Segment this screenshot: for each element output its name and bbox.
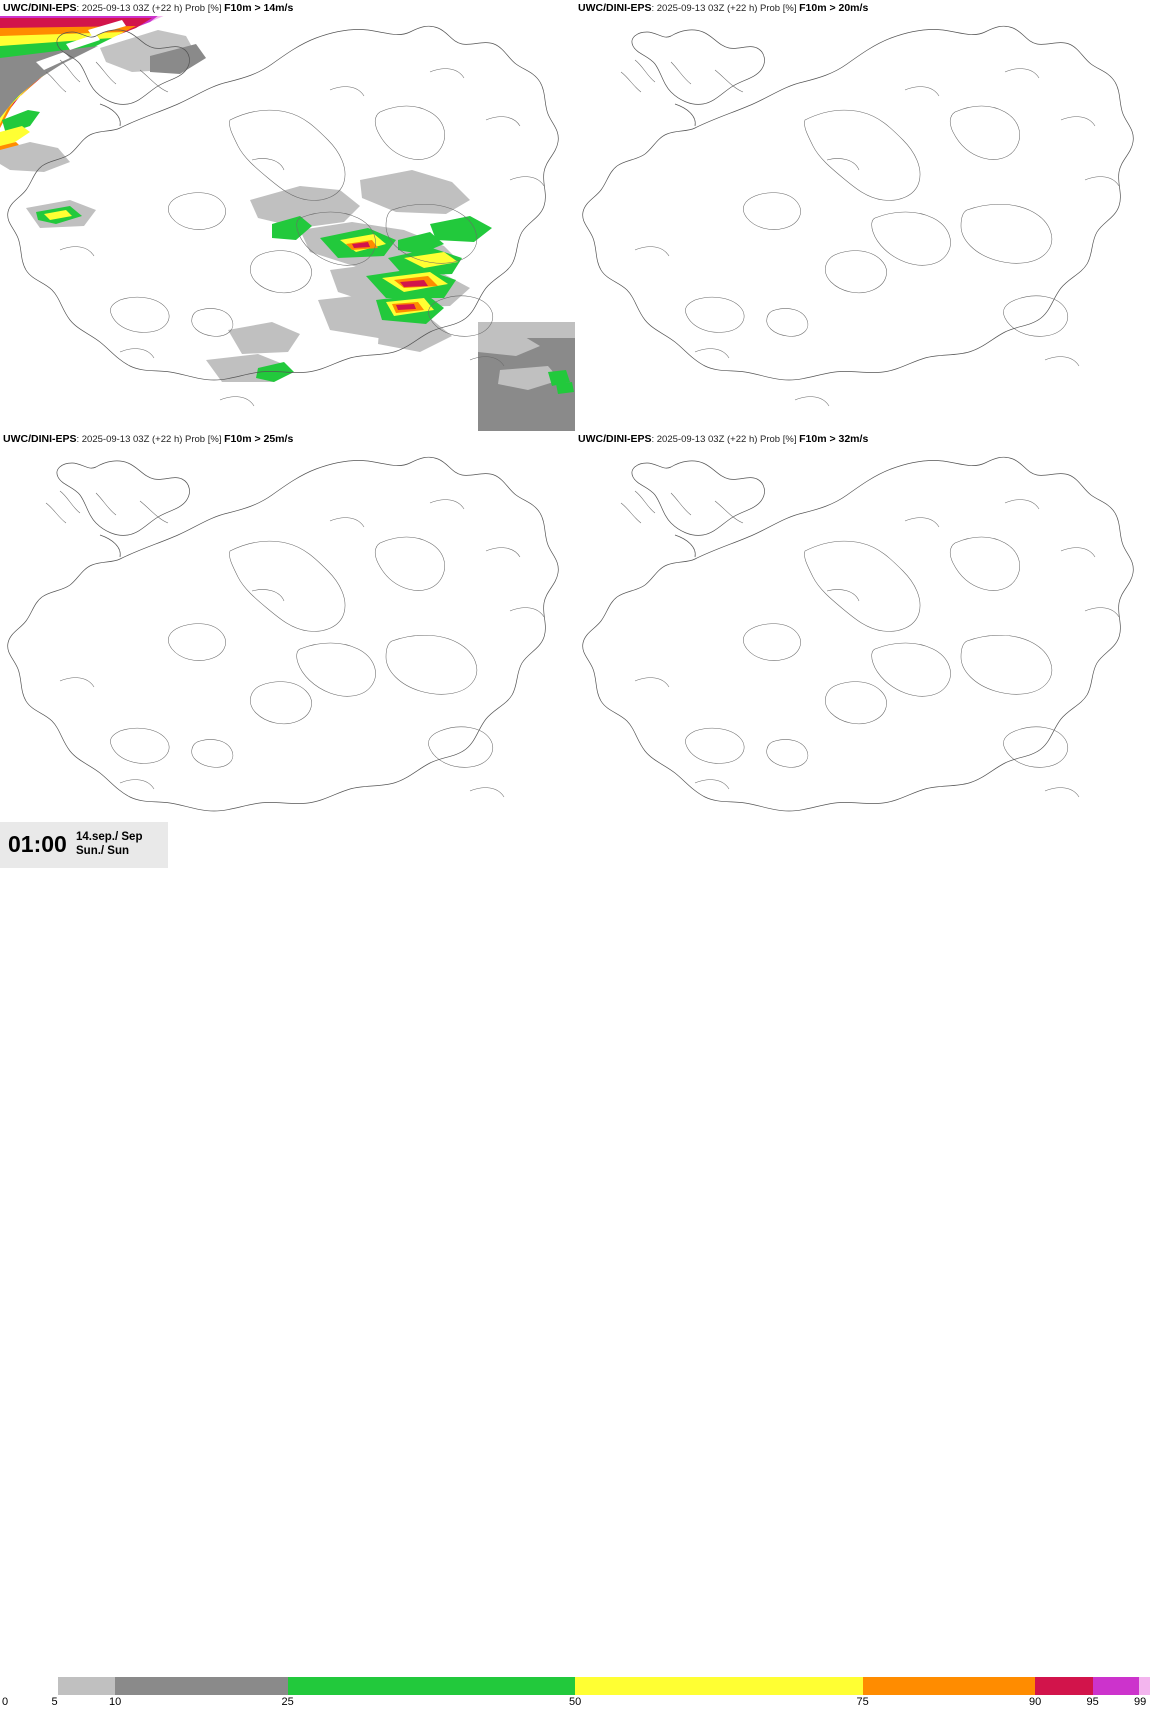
panel-model-label: UWC/DINI-EPS: [3, 433, 77, 445]
colorbar-tick-90: 90: [1029, 1696, 1041, 1708]
panel-f10m-25[interactable]: [0, 431, 575, 862]
colorbar-tick-50: 50: [569, 1696, 581, 1708]
panel-model-label: UWC/DINI-EPS: [578, 433, 652, 445]
colorbar-bin-10-25: [115, 1677, 288, 1695]
valid-time: 01:00: [8, 831, 67, 858]
panel-run-label: : 2025-09-13 03Z (+22 h) Prob [%]: [652, 434, 800, 445]
colorbar-tick-95: 95: [1087, 1696, 1099, 1708]
map-canvas: [575, 0, 1150, 431]
panel-title: [0, 0, 296, 16]
panel-run-label: : 2025-09-13 03Z (+22 h) Prob [%]: [77, 3, 225, 14]
colorbar-bin-95-99: [1093, 1677, 1139, 1695]
panel-variable-label: F10m > 32m/s: [799, 433, 868, 445]
colorbar-bin-99-100: [1139, 1677, 1150, 1695]
panel-variable-label: F10m > 25m/s: [224, 433, 293, 445]
colorbar-bin-50-75: [575, 1677, 863, 1695]
colorbar-ticks: [0, 1696, 1150, 1712]
panel-model-label: UWC/DINI-EPS: [578, 2, 652, 14]
prob-field-se-block: [478, 322, 575, 431]
panel-f10m-14[interactable]: [0, 0, 575, 431]
colorbar-tick-75: 75: [857, 1696, 869, 1708]
colorbar-bin-75-90: [863, 1677, 1036, 1695]
colorbar-bin-0-5: [0, 1677, 58, 1695]
panel-variable-label: F10m > 14m/s: [224, 2, 293, 14]
colorbar-tick-0: 0: [2, 1696, 8, 1708]
panel-title: [575, 0, 871, 16]
valid-date-line2: Sun./ Sun: [76, 844, 142, 858]
colorbar-bin-25-50: [288, 1677, 576, 1695]
colorbar: [0, 1677, 1150, 1695]
map-canvas: [575, 431, 1150, 862]
panel-run-label: : 2025-09-13 03Z (+22 h) Prob [%]: [77, 434, 225, 445]
colorbar-tick-10: 10: [109, 1696, 121, 1708]
valid-date: [76, 830, 142, 858]
panel-model-label: UWC/DINI-EPS: [3, 2, 77, 14]
valid-date-line1: 14.sep./ Sep: [76, 830, 142, 844]
footer: [0, 822, 1150, 891]
panel-variable-label: F10m > 20m/s: [799, 2, 868, 14]
colorbar-tick-25: 25: [282, 1696, 294, 1708]
panel-title: [575, 431, 871, 447]
panel-title: [0, 431, 296, 447]
colorbar-bin-5-10: [58, 1677, 116, 1695]
panel-run-label: : 2025-09-13 03Z (+22 h) Prob [%]: [652, 3, 800, 14]
colorbar-tick-5: 5: [52, 1696, 58, 1708]
panel-f10m-20[interactable]: [575, 0, 1150, 431]
valid-time-box: [0, 822, 168, 868]
colorbar-tick-99: 99: [1134, 1696, 1146, 1708]
map-canvas: [0, 431, 575, 862]
colorbar-bin-90-95: [1035, 1677, 1093, 1695]
panel-f10m-32[interactable]: [575, 431, 1150, 862]
map-canvas: [0, 0, 575, 431]
